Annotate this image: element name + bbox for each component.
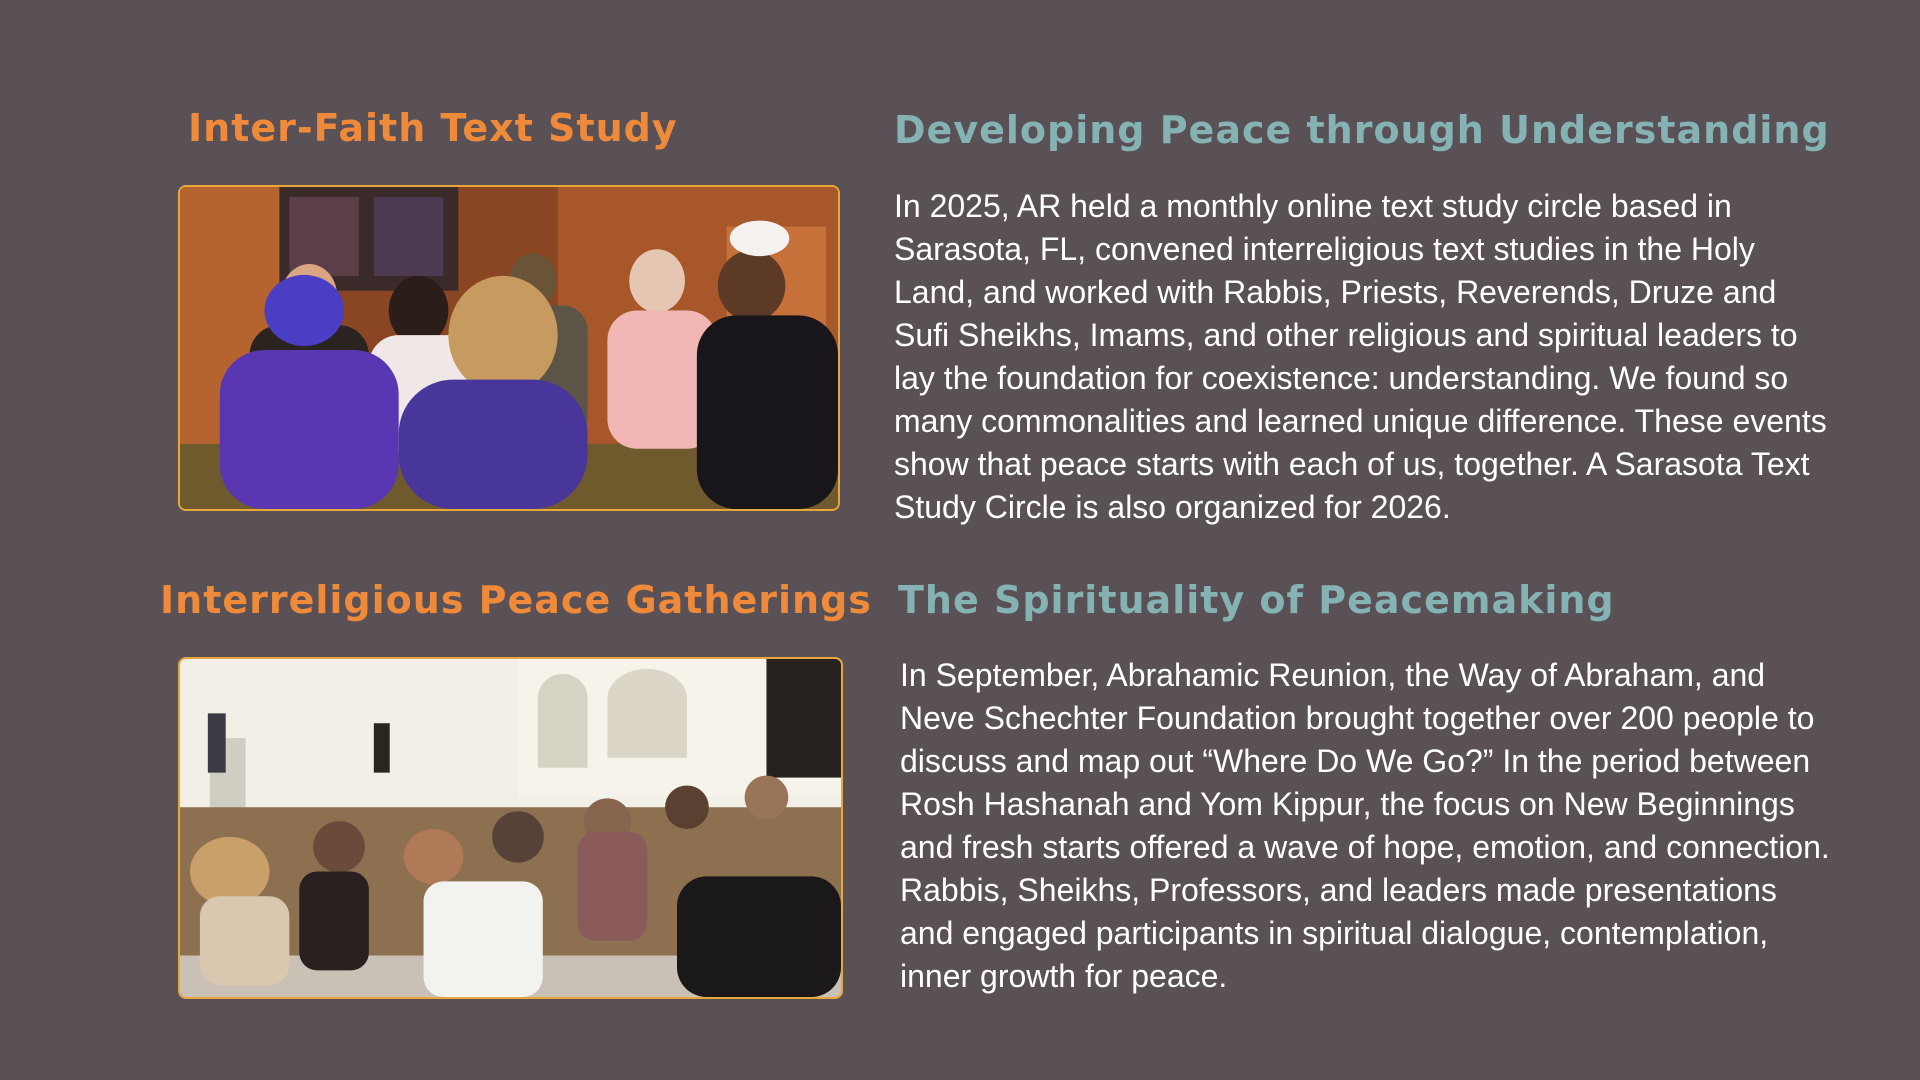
photo-text-study-circle <box>178 185 840 511</box>
section-subtitle-spirituality: The Spirituality of Peacemaking <box>898 578 1615 622</box>
section-subtitle-developing-peace: Developing Peace through Understanding <box>894 108 1830 152</box>
section-title-text-study: Inter-Faith Text Study <box>188 106 678 150</box>
section-body-peace-gatherings: In September, Abrahamic Reunion, the Way of Abraham, and Neve Schechter Foundation brought together over 200 people to discuss and map out “Where Do We Go?” In the period between Rosh Hashanah and Yom Kippur, the focus on New Beginnings and fresh starts offered a wave of hope, emotion, and connection. Rabbis, Sheikhs, Professors, and leaders made presentations and engaged participants in spiritual dialogue, contemplation, inner growth for peace. <box>900 657 1830 994</box>
photo-peace-gathering <box>178 657 843 999</box>
section-title-peace-gatherings: Interreligious Peace Gatherings <box>160 578 872 622</box>
section-body-text-study: In 2025, AR held a monthly online text study circle based in Sarasota, FL, convened interreligious text studies in the Holy Land, and worked with Rabbis, Priests, Reverends, Druze and Sufi Sheikhs, Imams, and other religious and spiritual leaders to lay the foundation for coexistence: understanding. We found so many commonalities and learned unique difference. These events show that peace starts with each of us, together. A Sarasota Text Study Circle is also organized for 2026. <box>894 188 1827 525</box>
